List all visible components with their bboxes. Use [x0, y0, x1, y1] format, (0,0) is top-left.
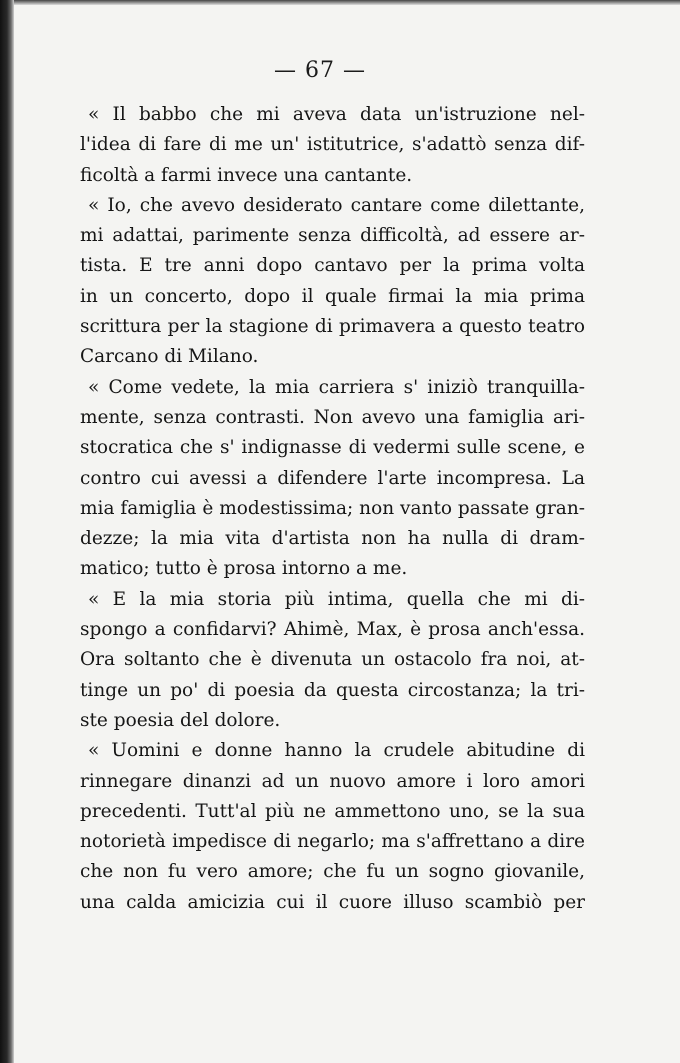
text-line: « E la mia storia più intima, quella che mi di- — [88, 588, 585, 610]
page-top-edge — [0, 0, 680, 5]
text-line: Carcano di Milano. — [80, 346, 259, 368]
text-line: tinge un po' di poesia da questa circostanza; la tri- — [80, 679, 585, 701]
text-line: matico; tutto è prosa intorno a me. — [80, 558, 408, 580]
text-line: scrittura per la stagione di primavera a questo teatro — [80, 316, 585, 338]
text-line: « Il babbo che mi aveva data un'istruzione nel- — [88, 104, 585, 125]
text-line: stocratica che s' indignasse di vedermi sulle scene, e — [80, 437, 585, 459]
page-number: — 67 — — [274, 58, 366, 83]
text-line: « Uomini e donne hanno la crudele abitudine di — [88, 740, 585, 762]
text-line: ficoltà a farmi invece una cantante. — [80, 164, 413, 186]
text-line: mente, senza contrasti. Non avevo una famiglia ari- — [80, 406, 585, 428]
text-line: mi adattai, parimente senza difficoltà, ad essere ar- — [80, 225, 585, 247]
text-line: « Come vedete, la mia carriera s' iniziò tranquilla- — [88, 376, 585, 398]
text-line: precedenti. Tutt'al più ne ammettono uno, se la sua — [80, 800, 585, 822]
text-line: che non fu vero amore; che fu un sogno giovanile, — [80, 861, 585, 883]
text-line: tista. E tre anni dopo cantavo per la prima volta — [80, 255, 585, 277]
text-line: mia famiglia è modestissima; non vanto passate gran- — [80, 497, 585, 519]
text-line: una calda amicizia cui il cuore illuso scambiò per — [80, 891, 585, 913]
text-line: dezze; la mia vita d'artista non ha nulla di dram- — [80, 528, 585, 550]
text-line: notorietà impedisce di negarlo; ma s'affrettano a dire — [80, 831, 585, 853]
text-line: in un concerto, dopo il quale firmai la mia prima — [80, 285, 585, 307]
binding-edge — [0, 0, 14, 1063]
text-line: l'idea di fare di me un' istitutrice, s'adattò senza dif- — [80, 134, 585, 156]
text-line: spongo a confidarvi? Ahimè, Max, è prosa anch'essa. — [80, 619, 585, 641]
text-line: « Io, che avevo desiderato cantare come dilettante, — [88, 194, 585, 216]
text-line: rinnegare dinanzi ad un nuovo amore i loro amori — [80, 770, 585, 792]
text-line: ste poesia del dolore. — [80, 709, 281, 731]
body-text — [80, 100, 585, 918]
text-line: contro cui avessi a difendere l'arte incompresa. La — [80, 467, 585, 489]
text-line: Ora soltanto che è divenuta un ostacolo fra noi, at- — [80, 649, 585, 671]
